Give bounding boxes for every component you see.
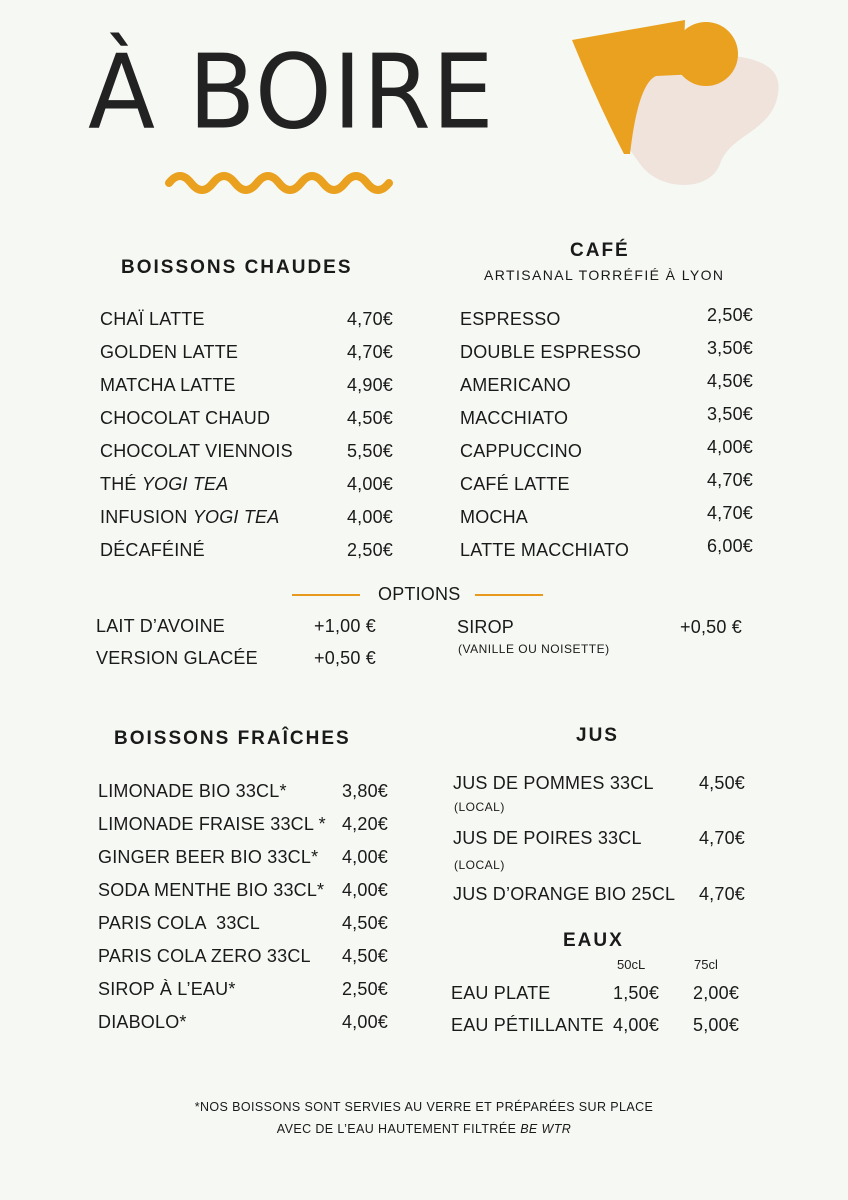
item-name: PARIS COLA ZERO 33CL [98, 946, 311, 966]
page-title: À BOIRE [88, 33, 495, 153]
item-price: 4,00€ [346, 474, 393, 494]
item-name: EAU PÉTILLANTE [451, 1015, 604, 1035]
menu-item [460, 470, 753, 498]
item-price: 4,00€ [341, 1012, 388, 1032]
item-name: MOCHA [460, 507, 528, 527]
item-name: DIABOLO* [98, 1012, 187, 1032]
item-name: SIROP À L’EAU* [98, 979, 236, 999]
menu-item [100, 408, 393, 432]
item-note: (LOCAL) [454, 800, 505, 814]
menu-item [98, 880, 388, 904]
item-price: 4,00€ [346, 507, 393, 527]
menu-item [460, 437, 753, 465]
menu-item [98, 847, 388, 871]
menu-item [98, 1012, 388, 1036]
item-name: THÉ YOGI TEA [100, 474, 229, 494]
section-heading-eaux: EAUX [563, 930, 624, 951]
section-heading-boissons-fraiches: BOISSONS FRAÎCHES [114, 728, 351, 749]
option-item [457, 617, 742, 641]
item-price: 4,00€ [706, 437, 753, 457]
item-name: VERSION GLACÉE [96, 648, 258, 668]
item-name: LATTE MACCHIATO [460, 540, 630, 560]
item-price: 5,50€ [346, 441, 393, 461]
item-price-50: 1,50€ [613, 983, 660, 1003]
item-name: CHAÏ LATTE [100, 309, 205, 329]
menu-item [98, 913, 388, 937]
menu-item [453, 884, 745, 908]
section-heading-boissons-chaudes: BOISSONS CHAUDES [121, 257, 353, 278]
menu-item [460, 536, 753, 564]
item-name: INFUSION YOGI TEA [100, 507, 280, 527]
item-price: 4,00€ [341, 880, 388, 900]
divider-line-left [292, 594, 360, 596]
item-price: 3,50€ [706, 338, 753, 358]
item-price: 4,50€ [341, 913, 388, 933]
item-note: (LOCAL) [454, 858, 505, 872]
menu-item [453, 828, 745, 852]
menu-item [100, 375, 393, 399]
item-price: 2,50€ [346, 540, 393, 560]
item-name: MATCHA LATTE [100, 375, 236, 395]
size-label-50: 50cL [617, 957, 646, 972]
item-price: +1,00 € [314, 616, 376, 636]
item-price: 4,00€ [341, 847, 388, 867]
menu-item [98, 946, 388, 970]
item-name: AMERICANO [460, 375, 571, 395]
menu-item [453, 773, 745, 797]
menu-item [460, 371, 753, 399]
item-name: DÉCAFÉINÉ [100, 540, 205, 560]
item-price: 4,50€ [346, 408, 393, 428]
section-heading-options: OPTIONS [378, 584, 461, 604]
menu-item [100, 309, 393, 333]
item-name: ESPRESSO [460, 309, 561, 329]
menu-item [98, 781, 388, 805]
menu-item [460, 338, 753, 366]
item-note: (VANILLE OU NOISETTE) [458, 642, 610, 656]
size-label-75: 75cl [694, 957, 718, 972]
item-name: CAFÉ LATTE [460, 474, 570, 494]
item-name: CAPPUCCINO [460, 441, 583, 461]
menu-item [100, 540, 393, 564]
item-price: 3,80€ [341, 781, 388, 801]
section-heading-cafe: CAFÉ [570, 240, 630, 261]
item-price: 4,70€ [698, 884, 745, 904]
wave-decoration [165, 170, 395, 196]
item-price-75: 2,00€ [693, 983, 740, 1003]
item-name: SODA MENTHE BIO 33CL* [98, 880, 325, 900]
item-price: 4,70€ [706, 503, 753, 523]
footer-line-1: *NOS BOISSONS SONT SERVIES AU VERRE ET PRÉPARÉES SUR PLACE [194, 1100, 654, 1114]
item-name: EAU PLATE [451, 983, 551, 1003]
section-heading-jus: JUS [576, 725, 619, 746]
item-price: 4,70€ [346, 309, 393, 329]
item-price: 4,50€ [341, 946, 388, 966]
menu-item [460, 305, 753, 333]
item-price-75: 5,00€ [693, 1015, 740, 1035]
item-name: GOLDEN LATTE [100, 342, 239, 362]
item-price: 4,50€ [698, 773, 745, 793]
item-name: LIMONADE FRAISE 33CL * [98, 814, 326, 834]
menu-item [460, 404, 753, 432]
item-price: 3,50€ [706, 404, 753, 424]
cafe-subheading: ARTISANAL TORRÉFIÉ À LYON [484, 267, 725, 283]
item-name: GINGER BEER BIO 33CL* [98, 847, 319, 867]
coffee-cup-icon [560, 14, 790, 194]
option-item [96, 648, 376, 672]
item-price: +0,50 € [680, 617, 742, 637]
item-price: 2,50€ [706, 305, 753, 325]
option-item [96, 616, 376, 640]
item-price: 4,70€ [706, 470, 753, 490]
item-price: 4,70€ [346, 342, 393, 362]
item-name: CHOCOLAT VIENNOIS [100, 441, 293, 461]
menu-item [98, 979, 388, 1003]
item-name: JUS DE POIRES 33CL [453, 828, 642, 848]
item-price: 6,00€ [706, 536, 753, 556]
item-name: JUS DE POMMES 33CL [453, 773, 654, 793]
item-price: 2,50€ [341, 979, 388, 999]
menu-item [100, 474, 393, 498]
item-price: 4,70€ [698, 828, 745, 848]
item-price: 4,50€ [706, 371, 753, 391]
item-price: 4,20€ [341, 814, 388, 834]
item-name: MACCHIATO [460, 408, 569, 428]
footer-line-2: AVEC DE L’EAU HAUTEMENT FILTRÉE BE WTR [276, 1122, 572, 1136]
menu-item [460, 503, 753, 531]
item-name: DOUBLE ESPRESSO [460, 342, 642, 362]
item-price: +0,50 € [314, 648, 376, 668]
menu-item [100, 441, 393, 465]
item-price-50: 4,00€ [613, 1015, 660, 1035]
item-name: SIROP [457, 617, 515, 637]
menu-item [100, 507, 393, 531]
item-price: 4,90€ [346, 375, 393, 395]
menu-item [100, 342, 393, 366]
item-name: JUS D’ORANGE BIO 25CL [453, 884, 676, 904]
menu-item [98, 814, 388, 838]
item-name: LIMONADE BIO 33CL* [98, 781, 287, 801]
item-name: LAIT D’AVOINE [96, 616, 225, 636]
item-name: CHOCOLAT CHAUD [100, 408, 271, 428]
item-name: PARIS COLA 33CL [98, 913, 260, 933]
divider-line-right [475, 594, 543, 596]
